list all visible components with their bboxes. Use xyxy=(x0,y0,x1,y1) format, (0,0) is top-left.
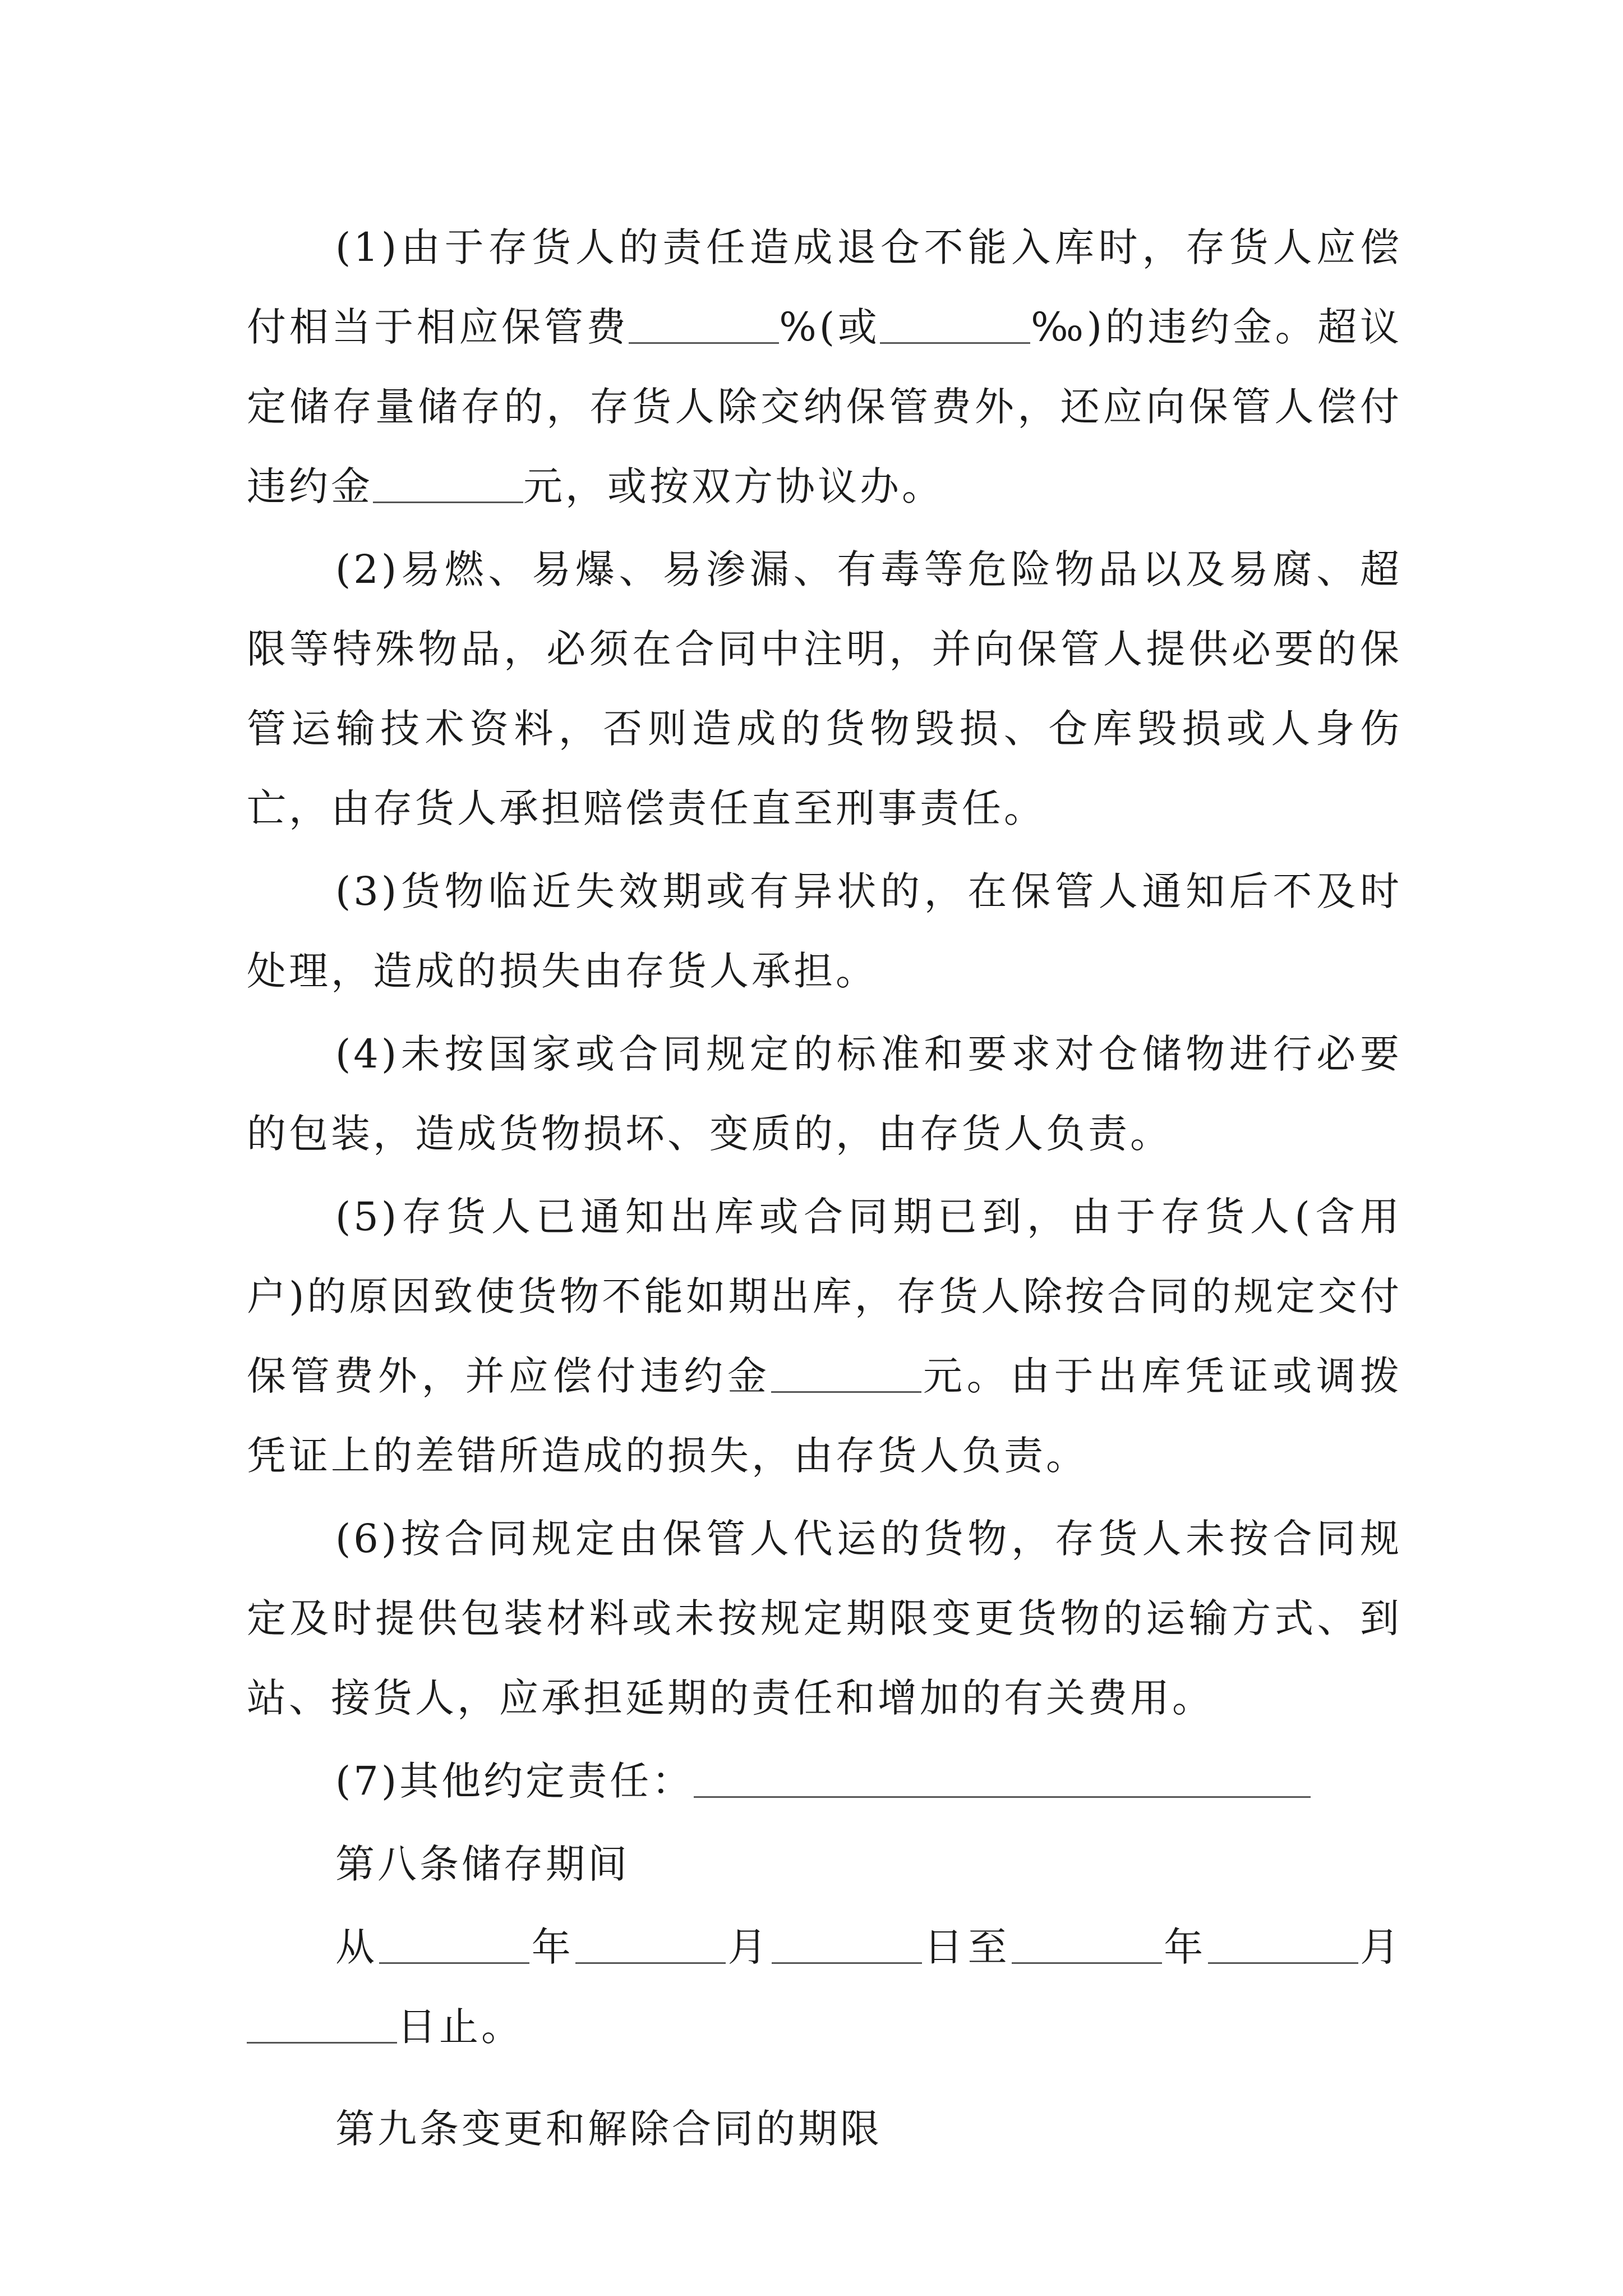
clause-4: (4)未按国家或合同规定的标准和要求对仓储物进行必要的包装，造成货物损坏、变质的，由存货人负责。 xyxy=(247,1031,1402,1157)
clause-7: (7)其他约定责任： xyxy=(247,1741,1402,1821)
clause-5: (5)存货人已通知出库或合同期已到，由于存货人(含用户)的原因致使货物不能如期出库，存货人除按合同的规定交付保管费外，并应偿付违约金 元。由于出库凭证或调拨凭证上的差错所造成的损失，由存货人负责。 xyxy=(247,1194,1403,1479)
clause-1: (1)由于存货人的责任造成退仓不能入库时，存货人应偿付相当于相应保管费 %(或 ‰)的违约金。超议定储存量储存的，存货人除交纳保管费外，还应向保管人偿付违约金 元，或按双方协议办。 xyxy=(247,224,1402,509)
article-8-heading: 第八条储存期间 xyxy=(335,1841,630,1887)
blank-day xyxy=(247,2008,397,2044)
blank-field-long xyxy=(694,1763,1311,1798)
document-page xyxy=(247,208,1402,2172)
blank-month xyxy=(1208,1929,1358,1964)
blank-year xyxy=(1012,1929,1162,1964)
blank-field xyxy=(629,309,779,344)
clause-2: (2)易燃、易爆、易渗漏、有毒等危险物品以及易腐、超限等特殊物品，必须在合同中注明，并向保管人提供必要的保管运输技术资料，否则造成的货物毁损、仓库毁损或人身伤亡，由存货人承担赔偿责任直至刑事责任。 xyxy=(247,546,1402,831)
clause-6: (6)按合同规定由保管人代运的货物，存货人未按合同规定及时提供包装材料或未按规定期限变更货物的运输方式、到站、接货人，应承担延期的责任和增加的有关费用。 xyxy=(247,1516,1402,1721)
article-9-heading: 第九条变更和解除合同的期限 xyxy=(335,2106,882,2152)
blank-year xyxy=(379,1929,529,1964)
storage-period: 从 年 月 日至 年 月日止。 xyxy=(247,1907,1402,2067)
blank-day xyxy=(772,1929,922,1964)
clause-3: (3)货物临近失效期或有异状的，在保管人通知后不及时处理，造成的损失由存货人承担。 xyxy=(247,868,1402,994)
blank-field xyxy=(771,1358,921,1393)
blank-month xyxy=(575,1929,726,1964)
blank-field xyxy=(373,468,523,503)
blank-field xyxy=(880,309,1030,344)
